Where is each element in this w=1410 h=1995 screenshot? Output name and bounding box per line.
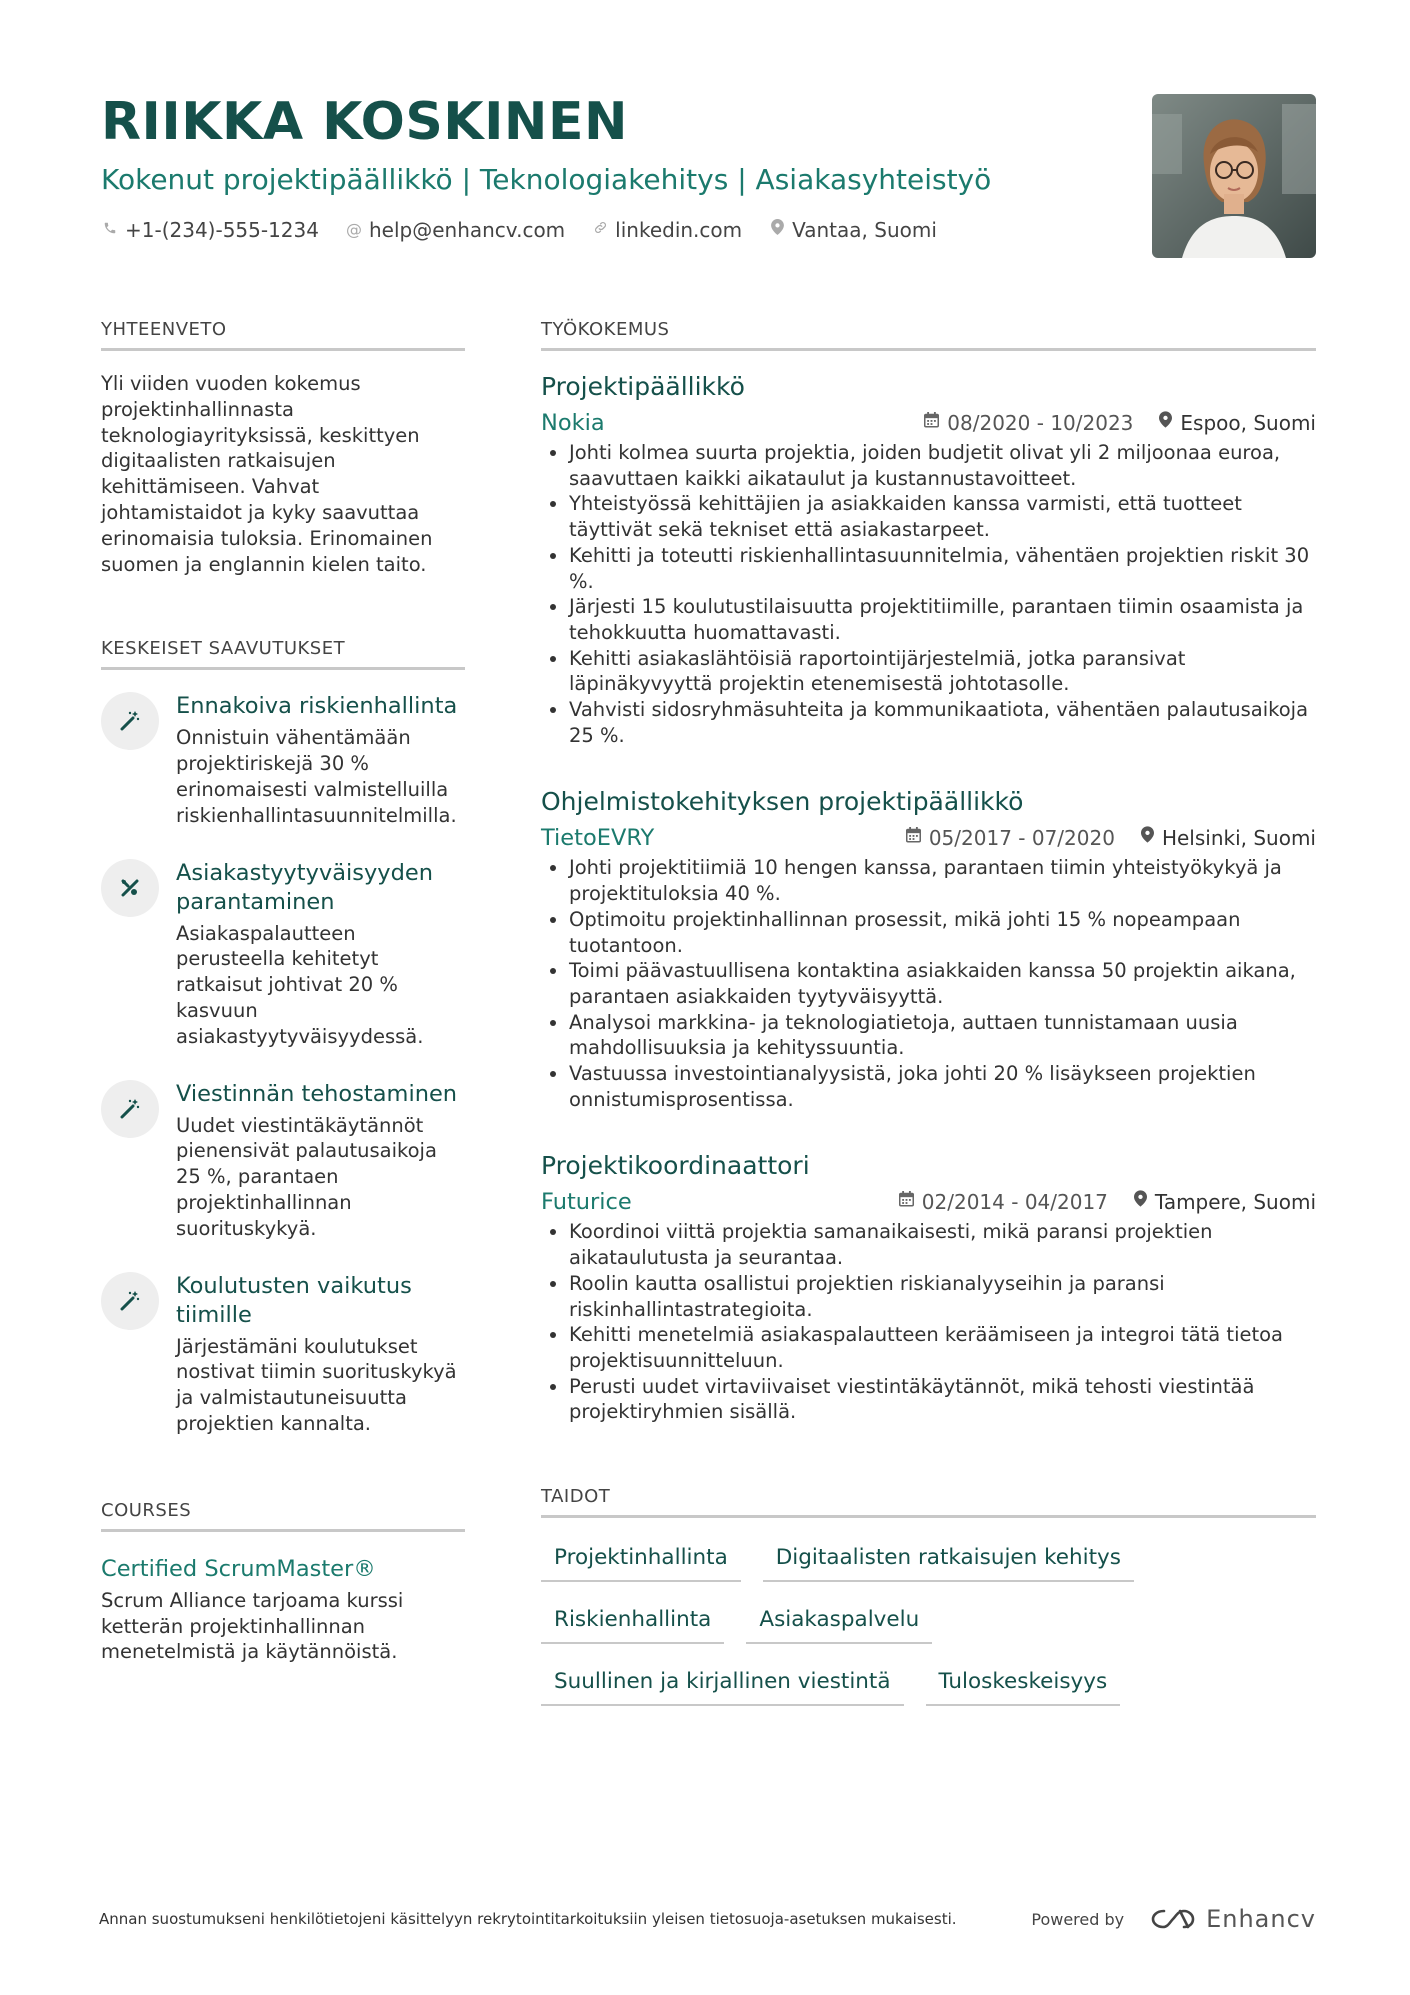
magic-wand-icon xyxy=(101,1080,159,1138)
job-bullet: • Kehitti ja toteutti riskienhallintasuunnitelmia, vähentäen projektien riskit 30 %. xyxy=(569,543,1316,594)
achievement-desc: Uudet viestintäkäytännöt pienensivät palautusaikoja 25 %, parantaen projektinhallinnan suorituskykyä. xyxy=(176,1113,437,1240)
job-entry xyxy=(541,371,1316,748)
skills-heading: TAIDOT xyxy=(541,1485,1316,1518)
achievement-body xyxy=(176,1272,465,1437)
candidate-name: RIIKKA KOSKINEN xyxy=(101,92,628,152)
gdpr-consent-text: Annan suostumukseni henkilötietojeni käsittelyyn rekrytointitarkoituksiin yleisen tietosuoja-asetuksen mukaisesti. xyxy=(99,1910,957,1928)
achievement-title: Koulutusten vaikutus tiimille xyxy=(176,1272,412,1328)
summary-section xyxy=(101,318,465,577)
job-meta xyxy=(541,823,1316,853)
contact-location-text: Vantaa, Suomi xyxy=(792,218,937,242)
job-dates xyxy=(906,823,1115,853)
job-entry xyxy=(541,786,1316,1112)
job-company: Nokia xyxy=(541,410,605,436)
skill-tag: Asiakaspalvelu xyxy=(746,1606,932,1644)
skill-tag: Projektinhallinta xyxy=(541,1544,741,1582)
contact-linkedin xyxy=(591,216,742,244)
summary-heading: YHTEENVETO xyxy=(101,318,465,351)
achievement-title: Asiakastyytyväisyyden parantaminen xyxy=(176,859,433,915)
tools-icon xyxy=(101,859,159,917)
courses-section xyxy=(101,1499,465,1665)
course-desc: Scrum Alliance tarjoama kurssi ketterän projektinhallinnan menetelmistä ja käytännöistä. xyxy=(101,1588,404,1664)
job-bullet: • Vastuussa investointianalyysistä, joka johti 20 % lisäykseen projektien onnistumisprosentissa. xyxy=(569,1061,1316,1112)
enhancv-logo[interactable] xyxy=(1150,1905,1316,1933)
contact-email xyxy=(345,216,565,244)
achievement-body xyxy=(176,1080,465,1242)
achievement-item xyxy=(101,692,465,828)
job-title: Ohjelmistokehityksen projektipäällikkö xyxy=(541,787,1024,817)
achievement-desc: Onnistuin vähentämään projektiriskejä 30 % erinomaisesti valmistelluilla riskienhallintasuunnitelmilla. xyxy=(176,726,457,827)
job-title: Projektipäällikkö xyxy=(541,372,745,401)
magic-wand-icon xyxy=(101,692,159,750)
job-bullet: • Yhteistyössä kehittäjien ja asiakkaiden kanssa varmisti, että tuotteet täyttivät sekä tekniset että asiakastarpeet. xyxy=(569,491,1316,542)
location-pin-icon xyxy=(1134,1187,1147,1217)
job-location xyxy=(1159,408,1316,438)
skill-tag: Riskienhallinta xyxy=(541,1606,724,1644)
contact-list xyxy=(101,216,1111,244)
skills-section xyxy=(541,1485,1316,1706)
achievements-section xyxy=(101,637,465,1436)
job-location xyxy=(1134,1187,1316,1217)
calendar-icon xyxy=(906,823,921,853)
profile-photo xyxy=(1152,94,1316,258)
job-bullet: • Roolin kautta osallistui projektien riskianalyyseihin ja paransi riskinhallintastrategioita. xyxy=(569,1271,1316,1322)
skill-tag: Suullinen ja kirjallinen viestintä xyxy=(541,1668,904,1706)
job-company: TietoEVRY xyxy=(541,825,655,852)
powered-by-label: Powered by xyxy=(1031,1909,1125,1929)
achievement-item xyxy=(101,1080,465,1242)
enhancv-brand-name: Enhancv xyxy=(1206,1905,1316,1933)
experience-heading: TYÖKOKEMUS xyxy=(541,318,1316,351)
job-bullet: • Järjesti 15 koulutustilaisuutta projektitiimille, parantaen tiimin osaamista ja tehokkuutta huomattavasti. xyxy=(569,594,1316,645)
achievement-body xyxy=(176,692,465,828)
calendar-icon xyxy=(924,408,939,438)
resume-header xyxy=(101,92,1111,244)
job-bullet: • Analysoi markkina- ja teknologiatietoja, auttaen tunnistamaan uusia mahdollisuuksia ja kehityssuuntia. xyxy=(569,1010,1316,1061)
contact-phone-text[interactable]: +1-(234)-555-1234 xyxy=(125,218,319,242)
skills-list xyxy=(541,1544,1316,1706)
footer xyxy=(99,1905,1316,1933)
job-location xyxy=(1141,823,1316,853)
location-pin-icon xyxy=(1159,408,1172,438)
job-location-text: Espoo, Suomi xyxy=(1180,411,1316,435)
job-meta-right xyxy=(906,823,1316,853)
right-column xyxy=(541,318,1316,1706)
job-dates xyxy=(899,1187,1108,1217)
job-bullet: • Johti projektitiimiä 10 hengen kanssa, parantaen tiimin yhteistyökykyä ja projektituloksia 40 %. xyxy=(569,855,1316,906)
job-bullets xyxy=(541,1219,1316,1425)
enhancv-logo-icon xyxy=(1150,1907,1196,1931)
job-dates-text: 02/2014 - 04/2017 xyxy=(921,1190,1108,1215)
job-title: Projektikoordinaattori xyxy=(541,1151,810,1181)
job-dates-text: 08/2020 - 10/2023 xyxy=(947,411,1134,435)
contact-location xyxy=(768,216,937,244)
job-location-text: Helsinki, Suomi xyxy=(1161,826,1316,851)
job-bullet: • Optimoitu projektinhallinnan prosessit, mikä johti 15 % nopeampaan tuotantoon. xyxy=(569,907,1316,958)
skill-tag: Tuloskeskeisyys xyxy=(926,1668,1121,1706)
achievement-title: Viestinnän tehostaminen xyxy=(176,1080,458,1107)
job-bullet: • Kehitti asiakaslähtöisiä raportointijärjestelmiä, jotka paransivat läpinäkyvyyttä projektin etenemisestä johtotasolle. xyxy=(569,646,1316,697)
job-entry xyxy=(541,1150,1316,1425)
summary-text: Yli viiden vuoden kokemus projektinhallinnasta teknologiayrityksissä, keskittyen digitaalisten ratkaisujen kehittämiseen. Vahvat johtamistaidot ja kyky saavuttaa erinomaisia tuloksia. Erinomainen suomen ja englannin kielen taito. xyxy=(101,372,433,576)
location-pin-icon xyxy=(768,216,786,244)
contact-email-text[interactable]: help@enhancv.com xyxy=(368,218,566,242)
job-meta xyxy=(541,1187,1316,1217)
candidate-headline: Kokenut projektipäällikkö | Teknologiakehitys | Asiakasyhteistyö xyxy=(101,163,992,196)
job-bullet: • Toimi päävastuullisena kontaktina asiakkaiden kanssa 50 projektin aikana, parantaen asiakkaiden tyytyväisyyttä. xyxy=(569,958,1316,1009)
contact-phone xyxy=(101,216,319,244)
achievement-desc: Järjestämäni koulutukset nostivat tiimin suorituskykyä ja valmistautuneisuutta projektien kannalta. xyxy=(176,1334,457,1435)
job-bullet: • Perusti uudet virtaviivaiset viestintäkäytännöt, mikä tehosti viestintää projektiryhmien sisällä. xyxy=(569,1374,1316,1425)
achievements-heading: KESKEISET SAAVUTUKSET xyxy=(101,637,465,670)
phone-icon xyxy=(101,216,119,244)
job-meta-right xyxy=(924,408,1316,438)
contact-linkedin-text[interactable]: linkedin.com xyxy=(615,218,743,242)
achievement-body xyxy=(176,859,465,1050)
left-column xyxy=(101,318,465,1665)
job-bullet: • Johti kolmea suurta projektia, joiden budjetit olivat yli 2 miljoonaa euroa, saavuttaen kaikki aikataulut ja kustannustavoitteet. xyxy=(569,440,1316,491)
job-company: Futurice xyxy=(541,1189,632,1216)
achievement-desc: Asiakaspalautteen perusteella kehitetyt ratkaisut johtivat 20 % kasvuun asiakastyytyväisyydessä. xyxy=(176,921,424,1048)
job-meta xyxy=(541,408,1316,438)
job-bullet: • Kehitti menetelmiä asiakaspalautteen keräämiseen ja integroi tätä tietoa projektisuunnitteluun. xyxy=(569,1322,1316,1373)
courses-heading: COURSES xyxy=(101,1499,465,1532)
achievement-item xyxy=(101,859,465,1050)
calendar-icon xyxy=(899,1187,914,1217)
location-pin-icon xyxy=(1141,823,1154,853)
magic-wand-icon xyxy=(101,1272,159,1330)
job-bullet: • Koordinoi viittä projektia samanaikaisesti, mikä paransi projektien aikataulutusta ja seurantaa. xyxy=(569,1219,1316,1270)
achievement-item xyxy=(101,1272,465,1437)
achievement-title: Ennakoiva riskienhallinta xyxy=(176,693,458,720)
job-bullet: • Vahvisti sidosryhmäsuhteita ja kommunikaatiota, vähentäen palautusaikoja 25 %. xyxy=(569,697,1316,748)
job-location-text: Tampere, Suomi xyxy=(1154,1190,1316,1215)
at-icon: @ xyxy=(345,220,362,239)
job-bullets xyxy=(541,440,1316,748)
powered-by xyxy=(1031,1905,1316,1933)
experience-section xyxy=(541,318,1316,1425)
course-title: Certified ScrumMaster® xyxy=(101,1555,376,1582)
job-bullets xyxy=(541,855,1316,1112)
link-icon xyxy=(591,216,609,244)
job-meta-right xyxy=(899,1187,1316,1217)
job-dates xyxy=(924,408,1133,438)
job-dates-text: 05/2017 - 07/2020 xyxy=(928,826,1115,851)
skill-tag: Digitaalisten ratkaisujen kehitys xyxy=(763,1544,1134,1582)
